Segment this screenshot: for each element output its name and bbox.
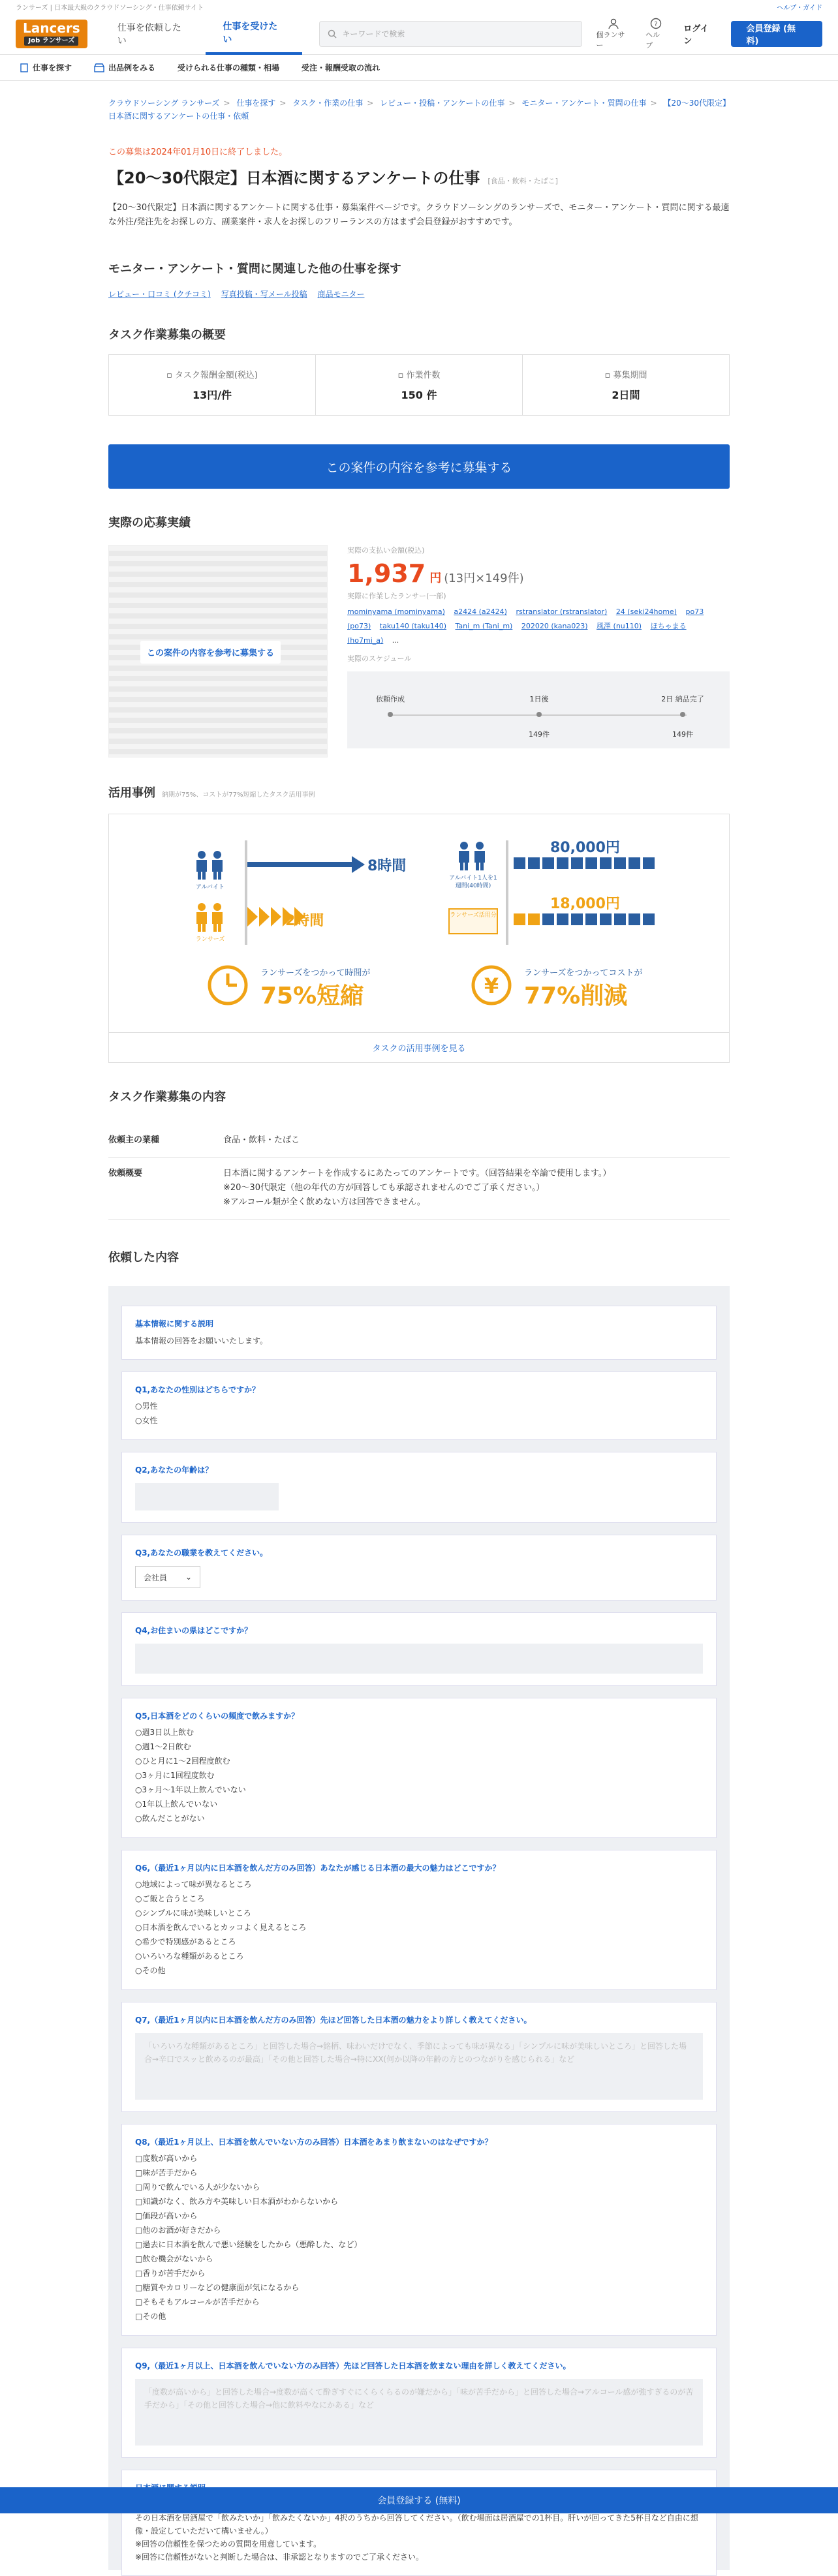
radio-option[interactable]: ○いろいろな種類があるところ	[135, 1952, 244, 1961]
schedule-step: 依頼作成	[376, 695, 405, 703]
amount-value: 1,937 円 (13円×149件)	[347, 559, 524, 588]
cost-text: ランサーズをつかってコストが	[524, 968, 643, 978]
sticky-register-button[interactable]: 会員登録する (無料)	[0, 2487, 838, 2513]
lancer-link[interactable]: 風澤 (nu110)	[597, 622, 642, 630]
results-title: 実際の応募実績	[108, 516, 191, 530]
related-link[interactable]: 写真投稿・写メール投稿	[221, 290, 307, 299]
request-title: 依頼した内容	[108, 1251, 179, 1265]
content-table	[108, 1124, 730, 1219]
radio-option[interactable]: ○週1〜2日飲む	[135, 1742, 191, 1751]
summary-table	[108, 354, 730, 416]
question-card: Q7,（最近1ヶ月以内に日本酒を飲んだ方のみ回答）先ほど回答した日本酒の魅力をより詳しく教えてください。 「いろいろな種類があるところ」と回答した場合→銘柄、味わいだけでなく、季節によっても味が異なる」「シンプルに味が美味しいところ」と回答した場合→辛口でスッと飲めるのが最高」「その他と回答した場合→特にXX(何か以降の年齢の方とのつながりを感じられる」など	[121, 2002, 717, 2112]
reward-value: 13円/件	[192, 389, 232, 401]
prefecture-textarea[interactable]	[135, 1644, 703, 1674]
lancers-label: 実際に作業したランサー(一部)	[347, 592, 446, 600]
checkbox-option[interactable]: □そもそもアルコールが苦手だから	[135, 2297, 260, 2307]
question-card: Q2,あなたの年齢は？	[121, 1452, 717, 1523]
radio-option[interactable]: ○3ヶ月に1回程度飲む	[135, 1771, 215, 1780]
radio-option[interactable]: ○希少で特別感があるところ	[135, 1937, 236, 1946]
question-card: Q1,あなたの性別はどちらですか？ ○男性 ○女性	[121, 1372, 717, 1440]
lancers-box: ランサーズ活用分	[448, 908, 498, 934]
request-form	[108, 1286, 730, 2570]
question-card: 基本情報に関する説明 基本情報の回答をお願いいたします。	[121, 1306, 717, 1360]
radio-option[interactable]: ○ご飯と合うところ	[135, 1894, 205, 1903]
checkbox-option[interactable]: □飲む機会がないから	[135, 2254, 213, 2263]
lancer-link[interactable]: po73 (po73)	[347, 607, 704, 630]
job-category: [食品・飲料・たばこ]	[488, 177, 558, 185]
radio-option[interactable]: ○ひと月に1〜2回程度飲む	[135, 1756, 230, 1766]
breadcrumb-item[interactable]: クラウドソーシング ランサーズ	[108, 99, 220, 108]
schedule-count: 149件	[672, 730, 693, 739]
checkbox-option[interactable]: □過去に日本酒を飲んで悪い経験をしたから（悪酔した、など）	[135, 2240, 362, 2249]
radio-option[interactable]: ○3ヶ月〜1年以上飲んでいない	[135, 1785, 246, 1794]
schedule-step: 2日 納品完了	[661, 695, 704, 703]
question-icon	[650, 18, 662, 29]
radio-option[interactable]: ○日本酒を飲んでいるとカッコよく見えるところ	[135, 1923, 307, 1932]
period-value: 2日間	[612, 389, 640, 401]
row-label: 依頼主の業種	[108, 1135, 160, 1145]
related-link[interactable]: 商品モニター	[317, 290, 365, 299]
cost-80000: 80,000円	[550, 840, 620, 856]
login-link[interactable]: ログイン	[683, 23, 709, 46]
question-card: Q5,日本酒をどのくらいの頻度で飲みますか？ ○週3日以上飲む ○週1〜2日飲む ○ひと月に1〜2回程度飲む ○3ヶ月に1回程度飲む ○3ヶ月〜1年以上飲んでいない ○1年以上飲んでいない ○飲んだことがない	[121, 1698, 717, 1838]
related-title: モニター・アンケート・質問に関連した他の仕事を探す	[108, 262, 401, 276]
count-label: ▫ 作業件数	[397, 371, 441, 380]
document-icon	[20, 63, 29, 72]
sub-navigation	[0, 55, 838, 81]
checkbox-option[interactable]: □味が苦手だから	[135, 2168, 198, 2177]
question-card: Q3,あなたの職業を教えてください。 会社員 ⌄	[121, 1535, 717, 1601]
svg-text:?: ?	[654, 20, 658, 28]
help-guide-link[interactable]: ヘルプ・ガイド	[777, 4, 822, 12]
job-ended-notice: この募集は2024年01月10日に終了しました。	[108, 147, 288, 157]
person-icon	[608, 18, 619, 29]
checkbox-option[interactable]: □知識がなく、飲み方や美味しい日本酒がわからないから	[135, 2197, 339, 2206]
breadcrumb: クラウドソーシング ランサーズ > 仕事を探す > タスク・作業の仕事 > レビュー・投稿・アンケートの仕事 > モニター・アンケート・質問の仕事 > 【20〜30代限定】日本酒に関するアンケートの仕事・依頼	[108, 99, 727, 121]
breadcrumb-item[interactable]: レビュー・投稿・アンケートの仕事	[380, 99, 505, 108]
checkbox-option[interactable]: □周りで飲んでいる人が少ないから	[135, 2183, 260, 2192]
schedule-step: 1日後	[529, 695, 549, 703]
q9-textarea[interactable]: 「度数が高いから」と回答した場合→度数が高くて酔ぎすぐにくらくらるのが嫌だから」「味が苦手だから」と回答した場合→アルコール感が強すぎるのが苦手だから」「その他と回答した場合→他に飲料やなにかある」など	[135, 2379, 703, 2446]
period-label: ▫ 募集期間	[604, 371, 647, 380]
radio-option[interactable]: ○週3日以上飲む	[135, 1728, 194, 1737]
lancers-workers-icon	[193, 902, 226, 933]
cost-bar-blue	[514, 857, 657, 869]
topbar	[0, 0, 838, 13]
breadcrumb-item[interactable]: 【20〜30代限定】日本酒に関するアンケートの仕事・依頼	[108, 99, 727, 121]
lancers-logo[interactable]: Lancers Job ランサーズ	[16, 20, 87, 48]
time-percent: 75%短縮	[260, 983, 364, 1009]
part-label: アルバイト	[195, 884, 225, 891]
page-title: 【20〜30代限定】日本酒に関するアンケートの仕事 [食品・飲料・たばこ]	[108, 169, 558, 187]
lancer-link[interactable]: Tani_m (Tani_m)	[455, 622, 513, 630]
related-links	[108, 288, 730, 299]
question-card: Q8,（最近1ヶ月以上、日本酒を飲んでいない方のみ回答）日本酒をあまり飲まないのはなぜですか？ □度数が高いから □味が苦手だから □周りで飲んでいる人が少ないから □知識がなく、飲み方や美味しい日本酒がわからないから □価段が高いから □他のお酒が好きだから □過去に日本酒を飲んで悪い経験をしたから（悪酔した、など） □飲む機会がないから □香りが苦手だから □糖質やカロリーなどの健康面が気になるから □そもそもアルコールが苦手だから □その他	[121, 2124, 717, 2336]
content-title: タスク作業募集の内容	[108, 1090, 226, 1104]
time-text: ランサーズをつかって時間が	[260, 968, 371, 978]
subnav-find-job[interactable]: 仕事を探す	[20, 62, 72, 73]
part2-label: アルバイト1人を1週間(40時間)	[449, 875, 497, 889]
question-card: Q6,（最近1ヶ月以内に日本酒を飲んだ方のみ回答）あなたが感じる日本酒の最大の魅力はどこですか？ ○地域によって味が異なるところ ○ご飯と合うところ ○シンプルに味が美味しいところ ○日本酒を飲んでいるとカッコよく見えるところ ○希少で特別感があるところ ○いろいろな種類があるところ ○その他	[121, 1850, 717, 1990]
breadcrumb-item[interactable]: 仕事を探す	[236, 99, 276, 108]
summary-title: タスク作業募集の概要	[108, 328, 226, 342]
topbar-tagline: ランサーズ | 日本最大級のクラウドソーシング・仕事依頼サイト	[16, 4, 204, 12]
schedule-count: 149件	[529, 730, 550, 739]
radio-option[interactable]: ○シンプルに味が美味しいところ	[135, 1909, 251, 1918]
lancer-link[interactable]: ほちゃまる (ho7mi_a)	[347, 622, 687, 645]
radio-option[interactable]: ○地域によって味が異なるところ	[135, 1880, 252, 1889]
radio-option[interactable]: ○女性	[135, 1416, 158, 1425]
checkbox-option[interactable]: □その他	[135, 2312, 166, 2321]
search-icon	[328, 29, 337, 38]
row-value: 日本酒に関するアンケートを作成するにあたってのアンケートです。（回答結果を卒論で使用します。） ※20〜30代限定（他の年代の方が回答しても承認されませんのでご了承ください。） ※アルコール類が全く飲めない方は回答できません。	[223, 1169, 612, 1207]
preview-apply-button[interactable]: この案件の内容を参考に募集する	[140, 641, 281, 664]
apply-similar-button[interactable]: この案件の内容を参考に募集する	[108, 444, 730, 489]
lancer-link[interactable]: taku140 (taku140)	[379, 622, 446, 630]
table-row	[108, 1158, 730, 1219]
hours-8: 8時間	[367, 858, 407, 874]
cost-bar-orange	[514, 913, 657, 925]
radio-option[interactable]: ○飲んだことがない	[135, 1814, 205, 1823]
lancers-label-small: ランサーズ	[195, 936, 225, 943]
question-card: その日本酒を居酒屋で「飲みたいか」「飲みたくないか」4択のうちから回答してください。（飲む場面は居酒屋での1杯目。肝いが回ってきた5杯目など自由に想像・設定していただいて構いません。） ※回答の信頼性を保つための質問を用意しています。 ※回答に信頼性がないと判断した場合は、非承認となりますのでご了承ください。	[121, 2470, 717, 2576]
hours-2: 2時間	[285, 913, 324, 929]
checkbox-option[interactable]: □糖質やカロリーなどの健康面が気になるから	[135, 2283, 300, 2292]
question-card: Q4,お住まいの県はどこですか？	[121, 1612, 717, 1686]
question-card: Q9,（最近1ヶ月以上、日本酒を飲んでいない方のみ回答）先ほど回答した日本酒を飲まない理由を詳しく教えてください。 「度数が高いから」と回答した場合→度数が高くて酔ぎすぐにくらくらるのが嫌だから」「味が苦手だから」と回答した場合→アルコール感が強すぎるのが苦手だから」「その他と回答した場合→他に飲料やなにかある」など	[121, 2348, 717, 2458]
schedule-label: 実際のスケジュール	[347, 654, 412, 663]
checkbox-option[interactable]: □香りが苦手だから	[135, 2269, 206, 2278]
row-value: 食品・飲料・たばこ	[223, 1135, 300, 1145]
breadcrumb-item[interactable]: タスク・作業の仕事	[292, 99, 364, 108]
header	[0, 13, 838, 55]
tab-find-job[interactable]: 仕事を受けたい	[206, 13, 302, 55]
help-icon-button[interactable]: ? ヘルプ	[645, 18, 666, 50]
occupation-select[interactable]: 会社員 ⌄	[135, 1566, 200, 1588]
reward-label: ▫ タスク報酬金額(税込)	[166, 371, 258, 380]
clock-icon	[207, 964, 249, 1006]
q7-textarea[interactable]: 「いろいろな種類があるところ」と回答した場合→銘柄、味わいだけでなく、季節によっても味が異なる」「シンプルに味が美味しいところ」と回答した場合→辛口でスッと飲めるのが最高」「その他と回答した場合→特にXX(何か以降の年齢の方とのつながりを感じられる」など	[135, 2033, 703, 2100]
job-intro: 【20〜30代限定】日本酒に関するアンケートに関する仕事・募集案件ページです。クラウドソーシングのランサーズで、モニター・アンケート・質問に関する最適な外注/発注先をお探しの方、副業案件・求人をお探しのフリーランスの方はまず会員登録がおすすめです。	[108, 203, 730, 227]
cost-percent: 77%削減	[524, 983, 628, 1009]
chevron-down-icon: ⌄	[185, 1572, 192, 1582]
cost-18000: 18,000円	[550, 896, 620, 912]
table-row	[108, 1124, 730, 1158]
count-value: 150 件	[401, 389, 437, 401]
case-title: 活用事例 納期が75%、コストが77%短縮したタスク活用事例	[108, 786, 315, 800]
amount-label: 実際の支払い金額(税込)	[347, 546, 425, 555]
radio-option[interactable]: ○その他	[135, 1966, 166, 1975]
time-arrow-blue	[247, 856, 365, 873]
lancer-link[interactable]: mominyama (mominyama)	[347, 607, 445, 616]
subnav-types[interactable]: 受けられる仕事の種類・相場	[178, 63, 280, 72]
divider-line-2	[506, 840, 508, 945]
lancer-link[interactable]: 24 (seki24home)	[615, 607, 677, 616]
subnav-examples[interactable]: 出品例をみる	[94, 62, 155, 73]
blurred-preview	[108, 545, 328, 758]
lancer-link[interactable]: a2424 (a2424)	[454, 607, 507, 616]
svg-text:¥: ¥	[484, 974, 499, 998]
tab-post-job[interactable]: 仕事を依頼したい	[117, 22, 181, 46]
radio-option[interactable]: ○1年以上飲んでいない	[135, 1800, 218, 1809]
lancer-list: mominyama (mominyama) a2424 (a2424) rstranslator (rstranslator) 24 (seki24home) po73 (po73) taku140 (taku140) Tani_m (Tani_m) 202020 (kana023) 風澤 (nu110) ほちゃまる (ho7mi_a) ...	[347, 607, 704, 645]
checkbox-option[interactable]: □度数が高いから	[135, 2154, 198, 2163]
schedule-timeline	[347, 671, 730, 748]
row-label: 依頼概要	[108, 1169, 143, 1178]
workers-icon	[193, 850, 226, 881]
case-study-link[interactable]: タスクの活用事例を見る	[109, 1032, 729, 1062]
yen-icon	[471, 964, 512, 1006]
shop-icon	[94, 63, 104, 72]
lancer-icon-button[interactable]: 個ランサー	[597, 18, 632, 50]
subnav-flow[interactable]: 受注・報酬受取の流れ	[302, 63, 380, 72]
age-input[interactable]	[135, 1483, 279, 1510]
checkbox-option[interactable]: □他のお酒が好きだから	[135, 2226, 221, 2235]
checkbox-option[interactable]: □価段が高いから	[135, 2211, 198, 2220]
case-study-card	[108, 814, 730, 1063]
register-button[interactable]: 会員登録 (無料)	[731, 21, 822, 47]
workers-icon-2	[455, 840, 489, 872]
lancer-link[interactable]: rstranslator (rstranslator)	[516, 607, 608, 616]
radio-option[interactable]: ○男性	[135, 1402, 158, 1411]
breadcrumb-item[interactable]: モニター・アンケート・質問の仕事	[521, 99, 647, 108]
lancer-link[interactable]: 202020 (kana023)	[521, 622, 588, 630]
search-input[interactable]: キーワードで検索	[319, 21, 582, 47]
related-link[interactable]: レビュー・口コミ (クチコミ)	[108, 290, 211, 299]
